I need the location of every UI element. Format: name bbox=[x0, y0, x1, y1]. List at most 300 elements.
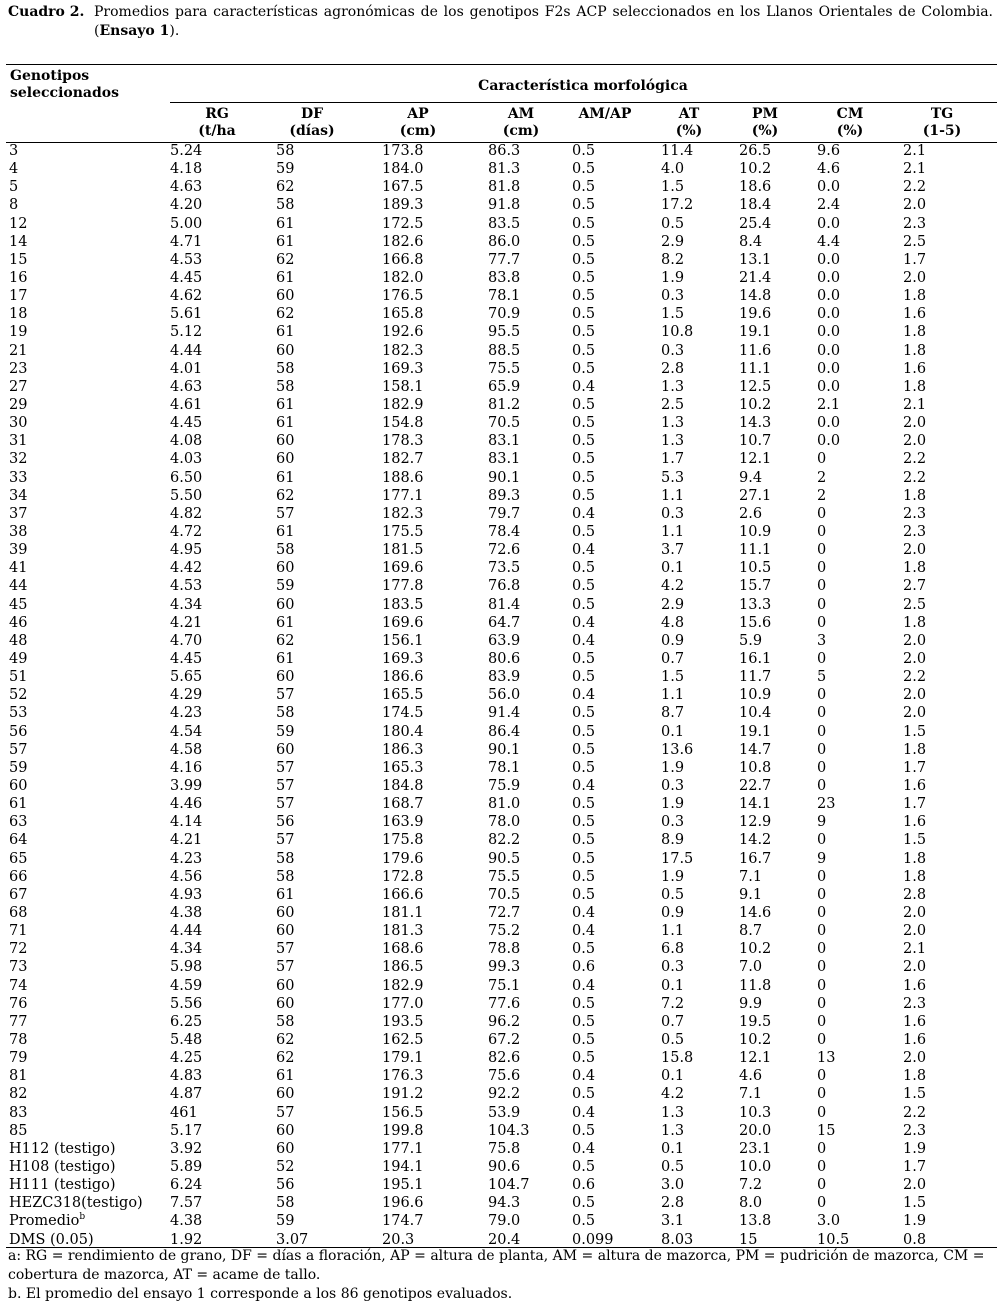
value-cell-at: 2.8 bbox=[661, 360, 685, 377]
table-row bbox=[6, 704, 996, 722]
value-cell-df: 59 bbox=[276, 578, 295, 595]
genotype-cell: 8 bbox=[9, 197, 19, 214]
table-row bbox=[6, 1085, 996, 1103]
value-cell-df: 57 bbox=[276, 1104, 295, 1121]
caption-label: Cuadro 2. bbox=[8, 4, 85, 20]
value-cell-ap: 182.3 bbox=[382, 505, 424, 522]
table-row bbox=[6, 323, 996, 341]
value-cell-cm: 0 bbox=[817, 1177, 827, 1194]
value-cell-at: 0.3 bbox=[661, 959, 685, 976]
value-cell-tg: 1.8 bbox=[903, 288, 927, 305]
value-cell-pm: 18.6 bbox=[739, 179, 772, 196]
genotype-cell: 78 bbox=[9, 1031, 28, 1048]
value-cell-rg: 4.16 bbox=[170, 759, 203, 776]
value-cell-am-ap: 0.5 bbox=[572, 143, 596, 160]
value-cell-pm: 4.6 bbox=[739, 1068, 763, 1085]
value-cell-ap: 163.9 bbox=[382, 814, 424, 831]
value-cell-cm: 0.0 bbox=[817, 360, 841, 377]
col-header-tg bbox=[897, 106, 987, 140]
value-cell-pm: 11.1 bbox=[739, 542, 772, 559]
value-cell-cm: 0 bbox=[817, 923, 827, 940]
value-cell-am: 83.9 bbox=[488, 669, 521, 686]
value-cell-cm: 0 bbox=[817, 868, 827, 885]
value-cell-pm: 15 bbox=[739, 1231, 758, 1248]
value-cell-tg: 2.2 bbox=[903, 451, 927, 468]
value-cell-tg: 1.6 bbox=[903, 777, 927, 794]
value-cell-tg: 1.8 bbox=[903, 324, 927, 341]
genotype-cell: Promedio$^b$ bbox=[9, 1212, 86, 1230]
genotype-cell: 59 bbox=[9, 759, 28, 776]
value-cell-am: 94.3 bbox=[488, 1195, 521, 1212]
value-cell-df: 58 bbox=[276, 542, 295, 559]
value-cell-pm: 27.1 bbox=[739, 487, 772, 504]
promedio-row bbox=[6, 1212, 996, 1230]
value-cell-ap: 182.3 bbox=[382, 342, 424, 359]
table-row bbox=[6, 741, 996, 759]
value-cell-am-ap: 0.4 bbox=[572, 542, 596, 559]
value-cell-at: 0.5 bbox=[661, 886, 685, 903]
value-cell-df: 60 bbox=[276, 342, 295, 359]
value-cell-at: 1.9 bbox=[661, 868, 685, 885]
value-cell-am-ap: 0.5 bbox=[572, 759, 596, 776]
table-row bbox=[6, 233, 996, 251]
genotype-cell: 67 bbox=[9, 886, 28, 903]
table-row bbox=[6, 849, 996, 867]
value-cell-rg: 4.38 bbox=[170, 1213, 203, 1230]
value-cell-cm: 0 bbox=[817, 451, 827, 468]
value-cell-am-ap: 0.5 bbox=[572, 360, 596, 377]
value-cell-at: 2.8 bbox=[661, 1195, 685, 1212]
table-row bbox=[6, 958, 996, 976]
value-cell-am-ap: 0.5 bbox=[572, 560, 596, 577]
value-cell-df: 61 bbox=[276, 233, 295, 250]
value-cell-df: 62 bbox=[276, 306, 295, 323]
value-cell-cm: 9 bbox=[817, 814, 827, 831]
footnote-mark: b bbox=[79, 1212, 86, 1223]
genotype-cell: 49 bbox=[9, 651, 28, 667]
value-cell-am: 79.0 bbox=[488, 1213, 521, 1230]
genotype-cell: 57 bbox=[9, 741, 28, 758]
table-row bbox=[6, 831, 996, 849]
genotype-cell: 16 bbox=[9, 270, 28, 287]
value-cell-df: 62 bbox=[276, 487, 295, 504]
value-cell-at: 1.5 bbox=[661, 179, 685, 196]
value-cell-am-ap: 0.5 bbox=[572, 886, 596, 903]
value-cell-am-ap: 0.5 bbox=[572, 487, 596, 504]
genotype-cell: 27 bbox=[9, 378, 28, 395]
value-cell-df: 57 bbox=[276, 832, 295, 849]
top-rule bbox=[6, 64, 997, 65]
value-cell-cm: 0 bbox=[817, 560, 827, 577]
value-cell-tg: 1.6 bbox=[903, 1013, 927, 1030]
value-cell-cm: 0.0 bbox=[817, 288, 841, 305]
value-cell-pm: 10.7 bbox=[739, 433, 772, 450]
genotype-cell: 3 bbox=[9, 143, 19, 160]
value-cell-am: 78.1 bbox=[488, 288, 521, 305]
col-header-unit: (%) bbox=[751, 123, 779, 139]
genotype-cell: 41 bbox=[9, 560, 28, 577]
value-cell-df: 60 bbox=[276, 596, 295, 613]
value-cell-at: 4.2 bbox=[661, 578, 685, 595]
value-cell-df: 61 bbox=[276, 324, 295, 341]
genotype-cell: 15 bbox=[9, 251, 28, 268]
note-a: a: RG = rendimiento de grano, DF = días a floración, AP = altura de planta, AM = altura de mazorca, PM = pudrición de mazorca, CM = cobertura de mazorca, AT = acame de tallo. bbox=[8, 1248, 985, 1283]
col-header-name: PM bbox=[751, 106, 779, 122]
value-cell-cm: 0.0 bbox=[817, 179, 841, 196]
genotype-cell: 21 bbox=[9, 342, 28, 359]
value-cell-df: 58 bbox=[276, 143, 295, 160]
value-cell-ap: 180.4 bbox=[382, 723, 424, 740]
table-row bbox=[6, 342, 996, 360]
value-cell-pm: 9.4 bbox=[739, 469, 763, 486]
value-cell-tg: 2.3 bbox=[903, 215, 927, 232]
value-cell-df: 61 bbox=[276, 215, 295, 232]
value-cell-am: 81.2 bbox=[488, 397, 521, 414]
value-cell-rg: 4.45 bbox=[170, 415, 203, 432]
value-cell-am-ap: 0.5 bbox=[572, 1122, 596, 1139]
table-row bbox=[6, 1067, 996, 1085]
value-cell-pm: 10.4 bbox=[739, 705, 772, 722]
value-cell-rg: 4.08 bbox=[170, 433, 203, 450]
value-cell-tg: 0.8 bbox=[903, 1231, 927, 1248]
col-header-unit: (%) bbox=[836, 123, 864, 139]
value-cell-tg: 1.9 bbox=[903, 1213, 927, 1230]
value-cell-df: 61 bbox=[276, 469, 295, 486]
col-header-unit: (%) bbox=[675, 123, 703, 139]
value-cell-ap: 177.1 bbox=[382, 487, 424, 504]
col-header-name: AM bbox=[507, 106, 535, 122]
value-cell-pm: 11.8 bbox=[739, 977, 772, 994]
value-cell-am-ap: 0.4 bbox=[572, 614, 596, 631]
value-cell-am: 82.2 bbox=[488, 832, 521, 849]
genotype-cell: 56 bbox=[9, 723, 28, 740]
table-row bbox=[6, 414, 996, 432]
value-cell-am: 104.7 bbox=[488, 1177, 530, 1194]
value-cell-am-ap: 0.4 bbox=[572, 378, 596, 395]
value-cell-ap: 196.6 bbox=[382, 1195, 424, 1212]
value-cell-cm: 0 bbox=[817, 741, 827, 758]
dms-row bbox=[6, 1230, 996, 1248]
value-cell-am: 89.3 bbox=[488, 487, 521, 504]
value-cell-am-ap: 0.4 bbox=[572, 632, 596, 649]
value-cell-tg: 2.0 bbox=[903, 1177, 927, 1194]
value-cell-rg: 5.50 bbox=[170, 487, 203, 504]
caption-bold: Ensayo 1 bbox=[99, 23, 170, 39]
value-cell-cm: 23 bbox=[817, 796, 836, 813]
genotype-cell: 85 bbox=[9, 1122, 28, 1139]
value-cell-rg: 4.21 bbox=[170, 832, 203, 849]
table-row bbox=[6, 505, 996, 523]
value-cell-pm: 12.1 bbox=[739, 451, 772, 468]
value-cell-df: 60 bbox=[276, 904, 295, 921]
value-cell-pm: 9.1 bbox=[739, 886, 763, 903]
value-cell-pm: 11.6 bbox=[739, 342, 772, 359]
value-cell-cm: 0 bbox=[817, 614, 827, 631]
table-row bbox=[6, 904, 996, 922]
value-cell-cm: 0 bbox=[817, 1195, 827, 1212]
genotype-cell: 71 bbox=[9, 923, 28, 940]
value-cell-pm: 15.6 bbox=[739, 614, 772, 631]
value-cell-am-ap: 0.4 bbox=[572, 977, 596, 994]
value-cell-cm: 0 bbox=[817, 777, 827, 794]
value-cell-df: 60 bbox=[276, 995, 295, 1012]
table-row bbox=[6, 378, 996, 396]
value-cell-rg: 4.44 bbox=[170, 923, 203, 940]
value-cell-am: 65.9 bbox=[488, 378, 521, 395]
value-cell-df: 56 bbox=[276, 814, 295, 831]
value-cell-df: 60 bbox=[276, 1140, 295, 1157]
value-cell-pm: 10.9 bbox=[739, 687, 772, 704]
value-cell-df: 61 bbox=[276, 651, 295, 667]
genotype-cell: 12 bbox=[9, 215, 28, 232]
value-cell-df: 58 bbox=[276, 1195, 295, 1212]
value-cell-at: 4.0 bbox=[661, 161, 685, 178]
value-cell-df: 60 bbox=[276, 451, 295, 468]
col-header-unit: (t/ha bbox=[198, 123, 236, 139]
value-cell-at: 4.8 bbox=[661, 614, 685, 631]
value-cell-at: 0.7 bbox=[661, 1013, 685, 1030]
value-cell-am: 86.4 bbox=[488, 723, 521, 740]
table-row bbox=[6, 976, 996, 994]
value-cell-am-ap: 0.5 bbox=[572, 233, 596, 250]
value-cell-pm: 14.7 bbox=[739, 741, 772, 758]
value-cell-rg: 6.24 bbox=[170, 1177, 203, 1194]
value-cell-at: 1.9 bbox=[661, 796, 685, 813]
value-cell-rg: 5.17 bbox=[170, 1122, 203, 1139]
value-cell-cm: 0 bbox=[817, 1013, 827, 1030]
value-cell-pm: 19.1 bbox=[739, 723, 772, 740]
value-cell-at: 1.1 bbox=[661, 687, 685, 704]
value-cell-pm: 15.7 bbox=[739, 578, 772, 595]
value-cell-am: 70.5 bbox=[488, 415, 521, 432]
genotype-cell: 51 bbox=[9, 669, 28, 686]
value-cell-rg: 4.95 bbox=[170, 542, 203, 559]
table-row bbox=[6, 995, 996, 1013]
genotype-cell: 77 bbox=[9, 1013, 28, 1030]
value-cell-at: 1.9 bbox=[661, 270, 685, 287]
value-cell-am-ap: 0.5 bbox=[572, 941, 596, 958]
value-cell-tg: 1.8 bbox=[903, 741, 927, 758]
value-cell-tg: 2.0 bbox=[903, 542, 927, 559]
value-cell-pm: 23.1 bbox=[739, 1140, 772, 1157]
value-cell-df: 59 bbox=[276, 723, 295, 740]
value-cell-am-ap: 0.5 bbox=[572, 415, 596, 432]
value-cell-at: 0.1 bbox=[661, 723, 685, 740]
value-cell-df: 60 bbox=[276, 669, 295, 686]
value-cell-rg: 4.63 bbox=[170, 378, 203, 395]
value-cell-at: 0.3 bbox=[661, 814, 685, 831]
value-cell-am: 67.2 bbox=[488, 1031, 521, 1048]
value-cell-cm: 3 bbox=[817, 632, 827, 649]
value-cell-ap: 166.8 bbox=[382, 251, 424, 268]
value-cell-ap: 156.5 bbox=[382, 1104, 424, 1121]
genotype-cell: 38 bbox=[9, 524, 28, 541]
value-cell-ap: 168.6 bbox=[382, 941, 424, 958]
value-cell-pm: 13.1 bbox=[739, 251, 772, 268]
note-b: b. El promedio del ensayo 1 corresponde a los 86 genotipos evaluados. bbox=[8, 1286, 513, 1302]
value-cell-at: 1.5 bbox=[661, 669, 685, 686]
value-cell-am: 88.5 bbox=[488, 342, 521, 359]
value-cell-rg: 6.25 bbox=[170, 1013, 203, 1030]
value-cell-am-ap: 0.099 bbox=[572, 1231, 614, 1248]
genotype-cell: 31 bbox=[9, 433, 28, 450]
genotype-cell: 60 bbox=[9, 777, 28, 794]
value-cell-pm: 14.1 bbox=[739, 796, 772, 813]
value-cell-tg: 2.0 bbox=[903, 687, 927, 704]
value-cell-at: 3.0 bbox=[661, 1177, 685, 1194]
value-cell-am-ap: 0.5 bbox=[572, 197, 596, 214]
value-cell-ap: 182.9 bbox=[382, 977, 424, 994]
value-cell-ap: 181.3 bbox=[382, 923, 424, 940]
table-row bbox=[6, 1013, 996, 1031]
value-cell-am-ap: 0.5 bbox=[572, 832, 596, 849]
table-row bbox=[6, 469, 996, 487]
value-cell-ap: 156.1 bbox=[382, 632, 424, 649]
value-cell-tg: 1.5 bbox=[903, 1086, 927, 1103]
value-cell-ap: 177.0 bbox=[382, 995, 424, 1012]
value-cell-cm: 0 bbox=[817, 687, 827, 704]
table-row bbox=[6, 541, 996, 559]
table-row bbox=[6, 178, 996, 196]
value-cell-tg: 2.0 bbox=[903, 705, 927, 722]
value-cell-ap: 178.3 bbox=[382, 433, 424, 450]
value-cell-pm: 14.6 bbox=[739, 904, 772, 921]
genotype-header: Genotipos seleccionados bbox=[10, 68, 119, 101]
value-cell-at: 0.5 bbox=[661, 1031, 685, 1048]
table-row bbox=[6, 723, 996, 741]
value-cell-at: 0.3 bbox=[661, 505, 685, 522]
value-cell-df: 62 bbox=[276, 1031, 295, 1048]
value-cell-cm: 0 bbox=[817, 1104, 827, 1121]
value-cell-at: 1.3 bbox=[661, 1104, 685, 1121]
value-cell-at: 11.4 bbox=[661, 143, 694, 160]
genotype-cell: 37 bbox=[9, 505, 28, 522]
value-cell-am-ap: 0.4 bbox=[572, 777, 596, 794]
value-cell-am: 79.7 bbox=[488, 505, 521, 522]
value-cell-tg: 2.2 bbox=[903, 1104, 927, 1121]
value-cell-am-ap: 0.5 bbox=[572, 814, 596, 831]
table-row bbox=[6, 650, 996, 668]
value-cell-at: 0.7 bbox=[661, 651, 685, 667]
value-cell-tg: 2.2 bbox=[903, 179, 927, 196]
value-cell-tg: 2.1 bbox=[903, 161, 927, 178]
value-cell-ap: 186.3 bbox=[382, 741, 424, 758]
value-cell-rg: 4.70 bbox=[170, 632, 203, 649]
table-row bbox=[6, 1140, 996, 1158]
value-cell-am-ap: 0.4 bbox=[572, 904, 596, 921]
value-cell-pm: 19.1 bbox=[739, 324, 772, 341]
genotype-cell: 30 bbox=[9, 415, 28, 432]
col-header-name: TG bbox=[930, 106, 954, 122]
value-cell-at: 0.1 bbox=[661, 977, 685, 994]
value-cell-rg: 4.38 bbox=[170, 904, 203, 921]
value-cell-pm: 18.4 bbox=[739, 197, 772, 214]
value-cell-tg: 2.0 bbox=[903, 651, 927, 667]
value-cell-am-ap: 0.5 bbox=[572, 1013, 596, 1030]
value-cell-df: 58 bbox=[276, 705, 295, 722]
value-cell-pm: 12.1 bbox=[739, 1050, 772, 1067]
value-cell-pm: 10.2 bbox=[739, 941, 772, 958]
genotype-cell: 83 bbox=[9, 1104, 28, 1121]
value-cell-tg: 2.3 bbox=[903, 1122, 927, 1139]
value-cell-ap: 169.3 bbox=[382, 651, 424, 667]
value-cell-am: 83.1 bbox=[488, 451, 521, 468]
col-header-df bbox=[267, 106, 357, 140]
value-cell-pm: 11.1 bbox=[739, 360, 772, 377]
value-cell-at: 0.9 bbox=[661, 632, 685, 649]
value-cell-rg: 4.42 bbox=[170, 560, 203, 577]
genotype-cell: 48 bbox=[9, 632, 28, 649]
value-cell-pm: 16.1 bbox=[739, 651, 772, 667]
table-row bbox=[6, 160, 996, 178]
value-cell-am: 92.2 bbox=[488, 1086, 521, 1103]
value-cell-cm: 0.0 bbox=[817, 215, 841, 232]
value-cell-am: 75.5 bbox=[488, 360, 521, 377]
value-cell-cm: 0 bbox=[817, 977, 827, 994]
value-cell-pm: 7.1 bbox=[739, 868, 763, 885]
value-cell-ap: 20.3 bbox=[382, 1231, 415, 1248]
genotype-cell: 32 bbox=[9, 451, 28, 468]
value-cell-rg: 4.14 bbox=[170, 814, 203, 831]
value-cell-at: 4.2 bbox=[661, 1086, 685, 1103]
value-cell-cm: 0 bbox=[817, 578, 827, 595]
table-row bbox=[6, 1103, 996, 1121]
value-cell-at: 8.03 bbox=[661, 1231, 694, 1248]
value-cell-cm: 9 bbox=[817, 850, 827, 867]
value-cell-at: 7.2 bbox=[661, 995, 685, 1012]
value-cell-am: 81.4 bbox=[488, 596, 521, 613]
value-cell-df: 57 bbox=[276, 959, 295, 976]
value-cell-rg: 4.54 bbox=[170, 723, 203, 740]
value-cell-rg: 4.45 bbox=[170, 270, 203, 287]
value-cell-pm: 9.9 bbox=[739, 995, 763, 1012]
col-header-name: AT bbox=[678, 106, 700, 122]
value-cell-at: 8.2 bbox=[661, 251, 685, 268]
value-cell-df: 59 bbox=[276, 1213, 295, 1230]
caption-text: Promedios para características agronómicas de los genotipos F2s ACP seleccionados en los Llanos Orientales de Colombia. (Ensayo 1). bbox=[94, 4, 993, 39]
table-row bbox=[6, 559, 996, 577]
genotype-cell: 81 bbox=[9, 1068, 28, 1085]
group-rule bbox=[170, 102, 997, 103]
value-cell-df: 60 bbox=[276, 1086, 295, 1103]
value-cell-am: 75.6 bbox=[488, 1068, 521, 1085]
value-cell-am-ap: 0.4 bbox=[572, 687, 596, 704]
value-cell-am: 90.1 bbox=[488, 741, 521, 758]
value-cell-am-ap: 0.5 bbox=[572, 796, 596, 813]
value-cell-pm: 12.9 bbox=[739, 814, 772, 831]
value-cell-tg: 2.0 bbox=[903, 197, 927, 214]
col-header-name: AM/AP bbox=[578, 106, 632, 122]
value-cell-am: 72.7 bbox=[488, 904, 521, 921]
value-cell-tg: 1.7 bbox=[903, 1158, 927, 1175]
value-cell-df: 61 bbox=[276, 1068, 295, 1085]
value-cell-ap: 186.5 bbox=[382, 959, 424, 976]
genotype-cell: 23 bbox=[9, 360, 28, 377]
value-cell-am: 81.0 bbox=[488, 796, 521, 813]
value-cell-at: 5.3 bbox=[661, 469, 685, 486]
value-cell-rg: 5.56 bbox=[170, 995, 203, 1012]
value-cell-rg: 4.62 bbox=[170, 288, 203, 305]
value-cell-at: 1.9 bbox=[661, 759, 685, 776]
value-cell-am: 82.6 bbox=[488, 1050, 521, 1067]
genotype-cell: 45 bbox=[9, 596, 28, 613]
value-cell-at: 2.9 bbox=[661, 596, 685, 613]
table-row bbox=[6, 142, 996, 160]
value-cell-tg: 2.1 bbox=[903, 397, 927, 414]
value-cell-df: 58 bbox=[276, 360, 295, 377]
value-cell-am: 99.3 bbox=[488, 959, 521, 976]
value-cell-pm: 8.4 bbox=[739, 233, 763, 250]
